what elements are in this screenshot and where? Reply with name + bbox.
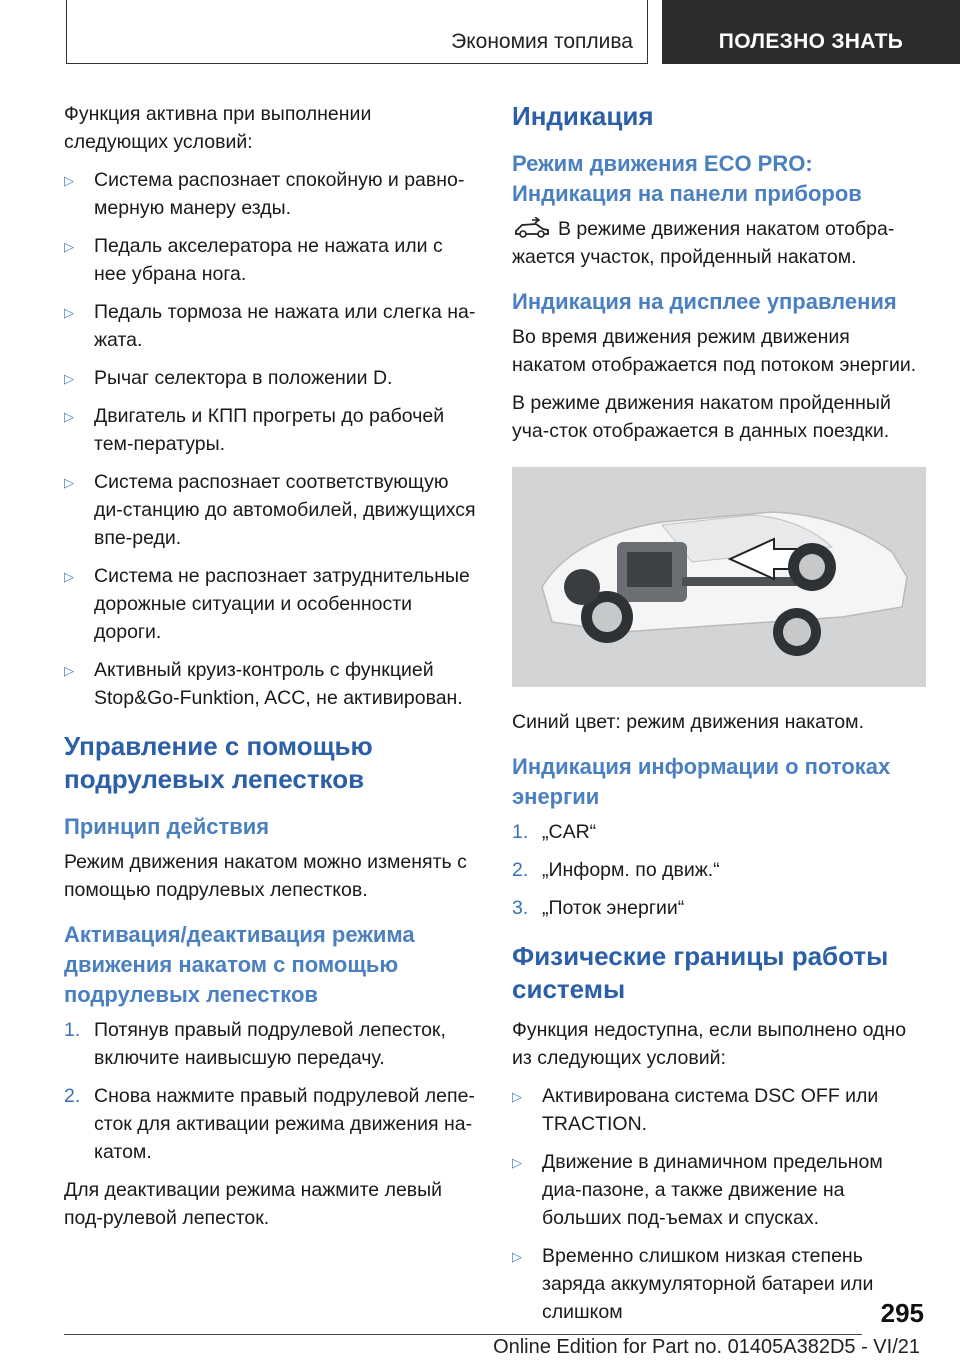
heading-eco: Режим движения ECO PRO: Индикация на панели приборов (512, 151, 862, 206)
list-item: 2. „Информ. по движ.“ (512, 859, 720, 881)
triangle-right-icon: ▷ (64, 409, 74, 424)
car-coasting-icon (512, 217, 552, 239)
footer-divider (64, 1334, 862, 1335)
list-item: 1. „CAR“ (512, 821, 597, 843)
left-column (64, 100, 478, 1242)
triangle-right-icon: ▷ (512, 1249, 522, 1264)
triangle-right-icon: ▷ (64, 569, 74, 584)
display-paragraph-1: Во время движения режим движения накатом отображается под потоком энергии. (512, 326, 917, 376)
page-header (0, 0, 960, 64)
list-item: ▷ Рычаг селектора в положении D. (64, 364, 478, 392)
list-item: ▷ Временно слишком низкая степень заряда аккумуляторной батареи или слишком (512, 1245, 874, 1323)
triangle-right-icon: ▷ (64, 371, 74, 386)
heading-display: Индикация на дисплее управления (512, 289, 897, 314)
right-column (512, 100, 926, 1336)
page-number: 295 (880, 1298, 924, 1328)
car-drivetrain-illustration (512, 467, 926, 687)
heading-principle: Принцип действия (64, 814, 270, 839)
list-item: ▷ Движение в динамичном предельном диа-пазоне, а также движение на больших под-ъемах и спусках. (512, 1151, 883, 1229)
list-item: 3. „Поток энергии“ (512, 897, 685, 919)
heading-paddles: Управление с помощью подрулевых лепестков (64, 731, 373, 794)
limits-list (512, 1082, 926, 1326)
triangle-right-icon: ▷ (512, 1155, 522, 1170)
heading-activation: Активация/деактивация режима движения накатом с помощью подрулевых лепестков (64, 922, 415, 1007)
triangle-right-icon: ▷ (512, 1089, 522, 1104)
list-item: 2. Снова нажмите правый подрулевой лепе-сток для активации режима движения на-катом. (64, 1085, 475, 1163)
list-item: ▷ Педаль акселератора не нажата или с нее убрана нога. (64, 235, 443, 285)
section-title: ПОЛЕЗНО ЗНАТЬ (718, 30, 904, 53)
section-tab (662, 0, 960, 64)
triangle-right-icon: ▷ (64, 475, 74, 490)
triangle-right-icon: ▷ (64, 305, 74, 320)
chapter-title: Экономия топлива (451, 30, 633, 53)
intro-paragraph: Функция активна при выполнении следующих условий: (64, 103, 372, 153)
list-item: ▷ Активирована система DSC OFF или TRACTION. (512, 1085, 879, 1135)
display-paragraph-2: В режиме движения накатом пройденный уча-сток отображается в данных поездки. (512, 392, 891, 442)
heading-limits: Физические границы работы системы (512, 941, 889, 1004)
principle-paragraph: Режим движения накатом можно изменять с помощью подрулевых лепестков. (64, 851, 467, 901)
triangle-right-icon: ▷ (64, 663, 74, 678)
list-item: ▷ Активный круиз-контроль с функцией Stop&Go-Funktion, ACC, не активирован. (64, 659, 463, 709)
triangle-right-icon: ▷ (64, 173, 74, 188)
figure-caption: Синий цвет: режим движения накатом. (512, 711, 864, 733)
triangle-right-icon: ▷ (64, 239, 74, 254)
conditions-list (64, 166, 478, 712)
heading-indication: Индикация (512, 101, 654, 131)
heading-energy-flow: Индикация информации о потоках энергии (512, 754, 891, 809)
list-item: 1. Потянув правый подрулевой лепесток, включите наивысшую передачу. (64, 1019, 446, 1069)
eco-paragraph: В режиме движения накатом отобра-жается участок, пройденный накатом. (512, 218, 895, 268)
list-item: ▷ Система распознает соответствующую ди-станцию до автомобилей, движущихся впе-реди. (64, 471, 476, 549)
footer-edition: Online Edition for Part no. 01405A382D5 - VI/21 (493, 1336, 920, 1358)
list-item: ▷ Педаль тормоза не нажата или слегка на-жата. (64, 301, 476, 351)
deactivate-paragraph: Для деактивации режима нажмите левый под-рулевой лепесток. (64, 1179, 443, 1229)
activation-steps (64, 1016, 478, 1166)
energy-flow-steps (512, 818, 926, 922)
limits-intro: Функция недоступна, если выполнено одно из следующих условий: (512, 1019, 907, 1069)
list-item: ▷ Система не распознает затруднительные дорожные ситуации и особенности дороги. (64, 565, 470, 643)
list-item: ▷ Система распознает спокойную и равно-мерную манеру езды. (64, 169, 465, 219)
chapter-tab (66, 0, 648, 64)
list-item: ▷ Двигатель и КПП прогреты до рабочей тем-пературы. (64, 405, 445, 455)
